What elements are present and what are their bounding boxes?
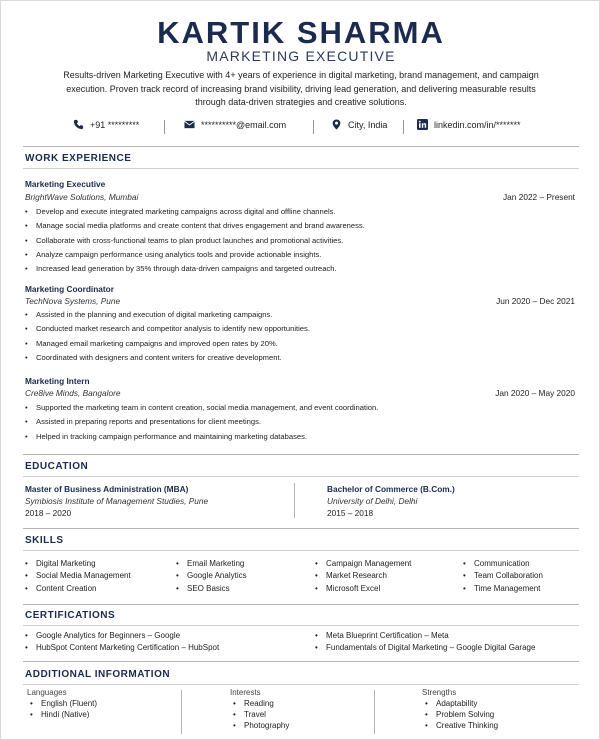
section-heading-certifications: CERTIFICATIONS <box>25 610 116 621</box>
contact-email <box>184 119 286 130</box>
envelope-icon <box>184 119 195 130</box>
certifications-column <box>315 630 535 653</box>
list-item: • English (Fluent) <box>30 699 97 710</box>
school-name: University of Delhi, Delhi <box>327 496 418 506</box>
header-divider <box>23 146 579 147</box>
contact-divider <box>313 120 314 134</box>
list-item: • Helped in tracking campaign performance and maintaining marketing databases. <box>25 431 565 445</box>
list-item: • Google Analytics <box>176 570 247 582</box>
column-divider <box>374 690 375 734</box>
degree-name: Master of Business Administration (MBA) <box>25 484 189 494</box>
group-label: Interests <box>230 688 261 697</box>
list-item: • Assisted in preparing reports and presentations for client meetings. <box>25 416 565 430</box>
section-divider <box>23 604 579 605</box>
candidate-name: KARTIK SHARMA <box>157 15 445 50</box>
list-item: • Travel <box>233 710 289 721</box>
section-heading-education: EDUCATION <box>25 461 89 472</box>
job-company: TechNova Systems, Pune <box>25 296 121 306</box>
list-item: • Collaborate with cross-functional teams to plan product launches and promotional activities. <box>25 235 565 249</box>
degree-name: Bachelor of Commerce (B.Com.) <box>327 484 455 494</box>
skills-column <box>176 558 247 595</box>
job-bullets <box>25 309 565 366</box>
profile-summary: Results-driven Marketing Executive with 4+ years of experience in digital marketing, brand management, and campaign execution. Proven track record of increasing brand visibility, driving lead generation, and delivering measurable results through data-driven strategies and creative solutions. <box>63 70 539 107</box>
education-entry <box>25 484 285 520</box>
contact-linkedin <box>417 119 521 130</box>
list-item: • Adaptability <box>425 699 498 710</box>
group-list <box>230 699 289 731</box>
phone-number: +91 ********* <box>90 119 140 130</box>
list-item: • Manage social media platforms and create content that drives engagement and brand awareness. <box>25 220 565 234</box>
list-item: • Communication <box>463 558 543 570</box>
group-label: Languages <box>27 688 67 697</box>
section-divider <box>23 454 579 455</box>
job-company: Cre8ive Minds, Bangalore <box>25 388 121 398</box>
job-title: Marketing Intern <box>25 376 90 386</box>
skills-column <box>463 558 543 595</box>
list-item: • Assisted in the planning and execution of digital marketing campaigns. <box>25 309 565 323</box>
map-pin-icon <box>331 119 342 130</box>
section-divider <box>23 528 579 529</box>
section-rule <box>23 476 579 477</box>
list-item: • Market Research <box>315 570 411 582</box>
job-bullets <box>25 206 565 277</box>
section-rule <box>23 684 579 685</box>
list-item: • Digital Marketing <box>25 558 131 570</box>
section-heading-additional: ADDITIONAL INFORMATION <box>25 669 171 680</box>
contact-bar <box>1 119 600 137</box>
job-dates: Jan 2020 – May 2020 <box>495 388 575 398</box>
section-rule <box>23 625 579 626</box>
education-years: 2015 – 2018 <box>327 508 374 518</box>
list-item: • Coordinated with designers and content writers for creative development. <box>25 352 565 366</box>
list-item: • Managed email marketing campaigns and improved open rates by 20%. <box>25 338 565 352</box>
section-rule <box>23 550 579 551</box>
school-name: Symbiosis Institute of Management Studies, Pune <box>25 496 209 506</box>
list-item: • Email Marketing <box>176 558 247 570</box>
section-heading-skills: SKILLS <box>25 535 64 546</box>
location-text: City, India <box>348 119 388 130</box>
certifications-column <box>25 630 219 653</box>
list-item: • Campaign Management <box>315 558 411 570</box>
list-item: • Meta Blueprint Certification – Meta <box>315 630 535 642</box>
interests-group <box>230 688 289 731</box>
list-item: • Time Management <box>463 583 543 595</box>
phone-icon <box>73 119 84 130</box>
column-divider <box>294 483 295 518</box>
list-item: • Analyze campaign performance using analytics tools and provide actionable insights. <box>25 249 565 263</box>
list-item: • HubSpot Content Marketing Certification – HubSpot <box>25 642 219 654</box>
list-item: • Photography <box>233 721 289 732</box>
list-item: • Develop and execute integrated marketing campaigns across digital and offline channels. <box>25 206 565 220</box>
contact-phone <box>73 119 139 130</box>
list-item: • Microsoft Excel <box>315 583 411 595</box>
linkedin-url[interactable]: linkedin.com/in/******* <box>434 119 521 130</box>
list-item: • Problem Solving <box>425 710 498 721</box>
job-company: BrightWave Solutions, Mumbai <box>25 192 139 202</box>
education-entry <box>327 484 587 520</box>
list-item: • Hindi (Native) <box>30 710 97 721</box>
column-divider <box>181 690 182 734</box>
job-bullets <box>25 402 565 445</box>
contact-location <box>331 119 387 130</box>
languages-group <box>27 688 97 721</box>
list-item: • SEO Basics <box>176 583 247 595</box>
section-divider <box>23 661 579 662</box>
job-dates: Jun 2020 – Dec 2021 <box>496 296 575 306</box>
contact-divider <box>403 120 404 134</box>
linkedin-icon <box>417 119 428 130</box>
candidate-title: MARKETING EXECUTIVE <box>206 48 396 64</box>
skills-column <box>315 558 411 595</box>
job-dates: Jan 2022 – Present <box>503 192 575 202</box>
list-item: • Team Collaboration <box>463 570 543 582</box>
education-years: 2018 – 2020 <box>25 508 72 518</box>
list-item: • Creative Thinking <box>425 721 498 732</box>
section-heading-work: WORK EXPERIENCE <box>25 153 132 164</box>
skills-column <box>25 558 131 595</box>
list-item: • Supported the marketing team in content creation, social media management, and event coordination. <box>25 402 565 416</box>
list-item: • Conducted market research and competitor analysis to identify new opportunities. <box>25 323 565 337</box>
group-list <box>422 699 498 731</box>
email-address[interactable]: **********@email.com <box>201 119 287 130</box>
list-item: • Reading <box>233 699 289 710</box>
group-label: Strengths <box>422 688 457 697</box>
list-item: • Google Analytics for Beginners – Google <box>25 630 219 642</box>
contact-divider <box>164 120 165 134</box>
job-title: Marketing Coordinator <box>25 284 114 294</box>
list-item: • Social Media Management <box>25 570 131 582</box>
strengths-group <box>422 688 498 731</box>
list-item: • Fundamentals of Digital Marketing – Google Digital Garage <box>315 642 535 654</box>
list-item: • Increased lead generation by 35% through data-driven campaigns and targeted outreach. <box>25 263 565 277</box>
group-list <box>27 699 97 721</box>
section-rule <box>23 168 579 169</box>
job-title: Marketing Executive <box>25 179 106 189</box>
list-item: • Content Creation <box>25 583 131 595</box>
